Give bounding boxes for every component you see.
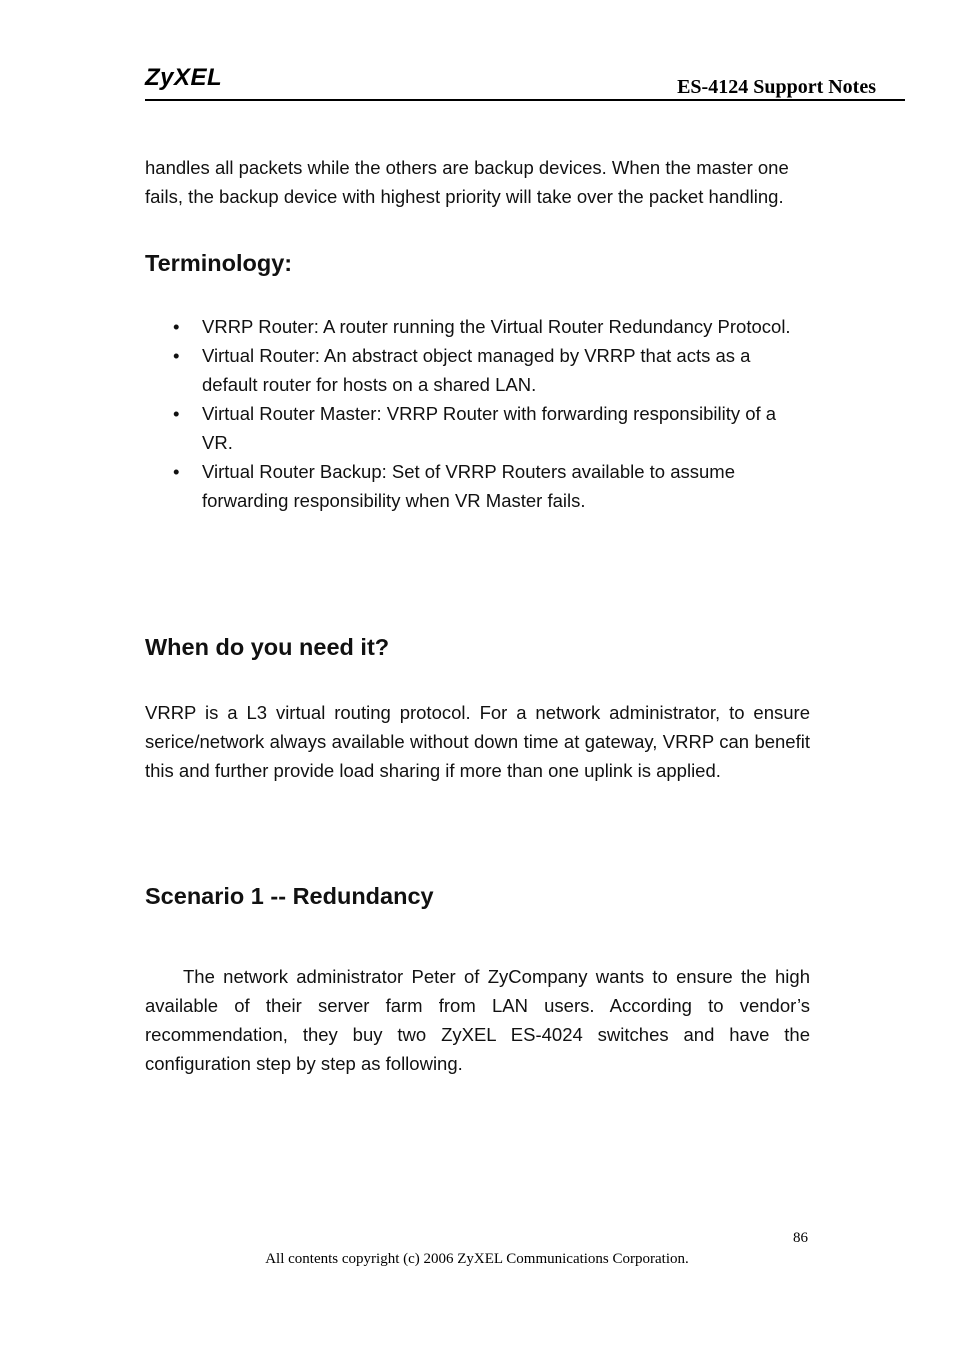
document-title: ES-4124 Support Notes <box>677 76 876 98</box>
when-paragraph: VRRP is a L3 virtual routing protocol. For a network administrator, to ensure serice/network always available without down time at gateway, VRRP can benefit this and further provide load sharing if more than one uplink is applied. <box>145 702 810 781</box>
page-number: 86 <box>793 1230 808 1246</box>
list-item <box>145 341 810 399</box>
terminology-list <box>145 312 810 515</box>
list-item-text: Virtual Router Master: VRRP Router with forwarding responsibility of a VR. <box>202 403 777 453</box>
terminology-heading: Terminology: <box>145 250 293 276</box>
list-item-text: VRRP Router: A router running the Virtual Router Redundancy Protocol. <box>202 316 791 337</box>
when-heading: When do you need it? <box>145 634 390 660</box>
copyright-footer: All contents copyright (c) 2006 ZyXEL Communications Corporation. <box>265 1251 689 1267</box>
intro-paragraph: handles all packets while the others are backup devices. When the master one fails, the backup device with highest priority will take over the packet handling. <box>145 157 789 207</box>
header-divider <box>145 99 905 101</box>
bullet-icon: • <box>173 461 180 482</box>
list-item <box>145 399 810 457</box>
list-item <box>145 457 810 515</box>
bullet-icon: • <box>173 403 180 424</box>
scenario-paragraph: The network administrator Peter of ZyCompany wants to ensure the high available of their server farm from LAN users. According to vendor’s recommendation, they buy two ZyXEL ES-4024 switches and have the configuration step by step as following. <box>145 966 810 1074</box>
scenario-heading: Scenario 1 -- Redundancy <box>145 883 434 909</box>
list-item-text: Virtual Router: An abstract object managed by VRRP that acts as a default router for hosts on a shared LAN. <box>202 345 751 395</box>
page-body <box>145 153 810 1078</box>
list-item-text: Virtual Router Backup: Set of VRRP Routers available to assume forwarding responsibility when VR Master fails. <box>202 461 736 511</box>
bullet-icon: • <box>173 316 180 337</box>
bullet-icon: • <box>173 345 180 366</box>
list-item <box>145 312 810 341</box>
zyxel-logo: ZyXEL <box>145 64 223 91</box>
